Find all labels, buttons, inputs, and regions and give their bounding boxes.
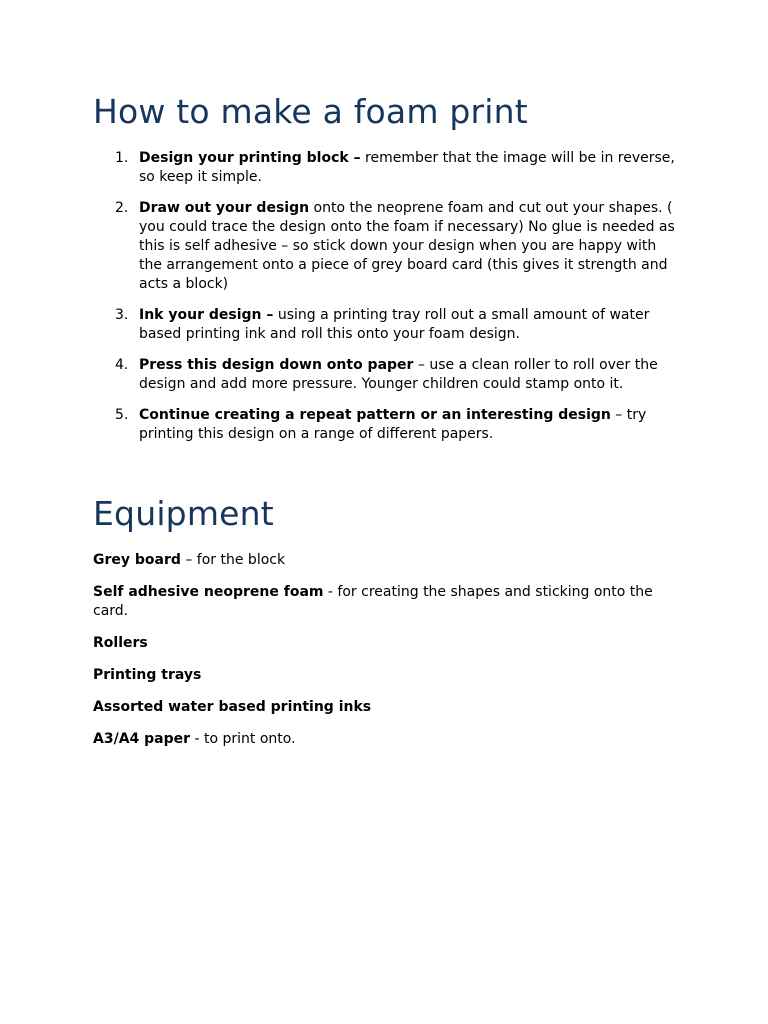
equipment-item xyxy=(93,551,683,570)
step-text: remember that the image will be in reverse, so keep it simple. xyxy=(139,150,675,185)
list-number: 3. xyxy=(115,307,129,323)
step-heading: Design your printing block – xyxy=(139,150,361,166)
list-item xyxy=(93,406,683,444)
equipment-note: - for creating the shapes and sticking onto the card. xyxy=(93,584,653,619)
equipment-item xyxy=(93,583,683,621)
equipment-name: Rollers xyxy=(93,635,148,651)
step-text: – use a clean roller to roll over the design and add more pressure. Younger children could stamp onto it. xyxy=(139,357,658,392)
equipment-item xyxy=(93,730,683,749)
list-number: 4. xyxy=(115,357,129,373)
step-heading: Draw out your design xyxy=(139,200,310,216)
equipment-name: Self adhesive neoprene foam xyxy=(93,584,324,600)
list-item xyxy=(93,356,683,394)
equipment-list xyxy=(93,551,683,762)
step-text: using a printing tray roll out a small amount of water based printing ink and roll this onto your foam design. xyxy=(139,307,650,342)
list-item xyxy=(93,149,683,187)
equipment-name: A3/A4 paper xyxy=(93,731,191,747)
step-heading: Continue creating a repeat pattern or an interesting design xyxy=(139,407,611,423)
list-item xyxy=(93,306,683,344)
list-number: 2. xyxy=(115,200,129,216)
step-heading: Press this design down onto paper xyxy=(139,357,414,373)
equipment-item xyxy=(93,666,683,685)
equipment-note: - to print onto. xyxy=(190,731,296,747)
equipment-item xyxy=(93,634,683,653)
step-heading: Ink your design – xyxy=(139,307,274,323)
list-item xyxy=(93,199,683,294)
step-text: onto the neoprene foam and cut out your shapes. ( you could trace the design onto the foam if necessary) No glue is needed as this is self adhesive – so stick down your design when you are happy with the arrangement onto a piece of grey board card (this gives it strength and acts a block) xyxy=(139,200,675,292)
equipment-name: Printing trays xyxy=(93,667,202,683)
instructions-list xyxy=(93,149,683,456)
equipment-name: Grey board xyxy=(93,552,181,568)
equipment-heading: Equipment xyxy=(93,494,274,533)
equipment-name: Assorted water based printing inks xyxy=(93,699,372,715)
equipment-item xyxy=(93,698,683,717)
list-number: 5. xyxy=(115,407,129,423)
page-title: How to make a foam print xyxy=(93,92,528,131)
step-text: – try printing this design on a range of different papers. xyxy=(139,407,647,442)
list-number: 1. xyxy=(115,150,129,166)
equipment-note: – for the block xyxy=(180,552,286,568)
